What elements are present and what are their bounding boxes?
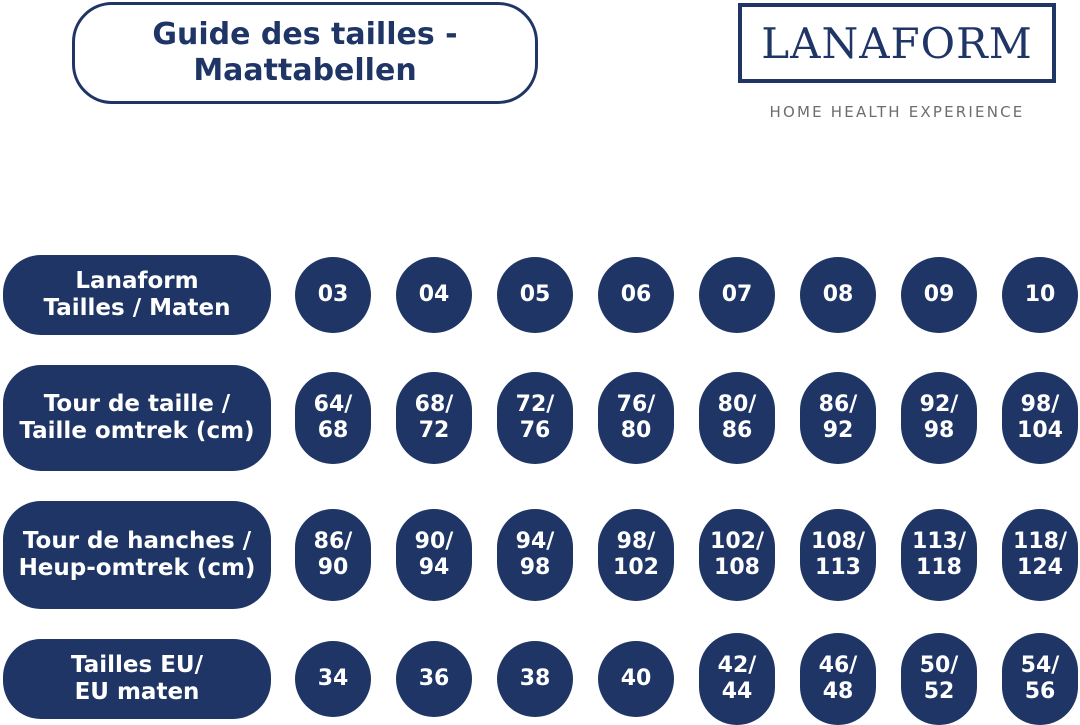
size-cell — [295, 372, 371, 464]
size-cell-value: 36 — [418, 666, 450, 691]
row-label — [3, 501, 271, 609]
size-cell-value-line2: 80 — [620, 418, 652, 443]
lanaform-logo — [738, 3, 1056, 83]
size-cell — [598, 641, 674, 717]
row-label — [3, 365, 271, 471]
size-cell — [699, 633, 775, 725]
page-title-box — [72, 2, 538, 104]
size-cell — [699, 257, 775, 333]
size-cell-value-line2: 113 — [815, 555, 861, 580]
size-cell — [295, 641, 371, 717]
size-cell — [800, 372, 876, 464]
size-cell-value: 50/ — [919, 653, 959, 678]
size-cell-value: 08 — [822, 282, 854, 307]
size-cell-value: 54/ — [1020, 653, 1060, 678]
row-label-line2: Tailles / Maten — [43, 295, 231, 321]
page-title-line1: Guide des tailles - — [152, 17, 458, 52]
logo-wordmark: LANAFORM — [761, 18, 1033, 68]
row-label-line1: Tailles EU/ — [71, 652, 203, 678]
size-cell — [800, 633, 876, 725]
logo-tagline: HOME HEALTH EXPERIENCE — [769, 103, 1025, 121]
size-cell-value: 06 — [620, 282, 652, 307]
size-cell-value-line2: 44 — [721, 679, 753, 704]
size-cell — [901, 509, 977, 601]
row-label-line1: Tour de taille / — [43, 391, 231, 417]
row-label-line1: Lanaform — [75, 268, 199, 294]
size-cell-value: 113/ — [912, 529, 966, 554]
size-cell-value-line2: 52 — [923, 679, 955, 704]
size-cell — [396, 641, 472, 717]
size-cell-value: 04 — [418, 282, 450, 307]
size-cell — [396, 372, 472, 464]
size-cell — [699, 372, 775, 464]
size-cell-value: 68/ — [414, 392, 454, 417]
size-cell-value: 40 — [620, 666, 652, 691]
size-cell — [800, 509, 876, 601]
size-cell-value: 72/ — [515, 392, 555, 417]
size-cell-value-line2: 56 — [1024, 679, 1056, 704]
row-label-line1: Tour de hanches / — [22, 528, 252, 554]
size-cell-value-line2: 104 — [1017, 418, 1063, 443]
size-cell-value-line2: 86 — [721, 418, 753, 443]
size-cell — [497, 641, 573, 717]
size-cell-value-line2: 102 — [613, 555, 659, 580]
size-cell — [901, 257, 977, 333]
size-cell-value-line2: 90 — [317, 555, 349, 580]
size-cell-value: 92/ — [919, 392, 959, 417]
row-label-line2: Taille omtrek (cm) — [19, 418, 255, 444]
size-cell-value: 108/ — [811, 529, 865, 554]
size-cell-value: 98/ — [1020, 392, 1060, 417]
size-cell-value: 94/ — [515, 529, 555, 554]
size-cell — [295, 509, 371, 601]
size-cell-value: 80/ — [717, 392, 757, 417]
size-cell-value-line2: 68 — [317, 418, 349, 443]
size-cell-value: 07 — [721, 282, 753, 307]
size-cell-value: 90/ — [414, 529, 454, 554]
size-cell — [800, 257, 876, 333]
page-title-line2: Maattabellen — [193, 53, 417, 88]
size-cell-value: 86/ — [818, 392, 858, 417]
size-cell — [1002, 509, 1078, 601]
row-label — [3, 639, 271, 719]
size-cell — [598, 257, 674, 333]
size-cell-value-line2: 98 — [519, 555, 551, 580]
size-cell-value: 42/ — [717, 653, 757, 678]
size-cell-value-line2: 118 — [916, 555, 962, 580]
row-label-line2: EU maten — [74, 679, 200, 705]
size-cell — [699, 509, 775, 601]
size-cell-value-line2: 72 — [418, 418, 450, 443]
size-cell — [1002, 257, 1078, 333]
size-cell — [396, 509, 472, 601]
size-cell-value: 118/ — [1013, 529, 1067, 554]
size-cell-value-line2: 76 — [519, 418, 551, 443]
size-cell-value: 98/ — [616, 529, 656, 554]
size-cell-value-line2: 48 — [822, 679, 854, 704]
size-cell — [295, 257, 371, 333]
size-cell-value: 46/ — [818, 653, 858, 678]
size-cell — [1002, 633, 1078, 725]
size-cell-value-line2: 98 — [923, 418, 955, 443]
size-cell-value-line2: 108 — [714, 555, 760, 580]
size-cell — [497, 257, 573, 333]
size-cell-value: 03 — [317, 282, 349, 307]
size-cell — [497, 509, 573, 601]
size-cell-value: 05 — [519, 282, 551, 307]
size-cell-value: 10 — [1024, 282, 1056, 307]
size-cell — [1002, 372, 1078, 464]
size-cell-value-line2: 94 — [418, 555, 450, 580]
size-cell-value: 86/ — [313, 529, 353, 554]
size-cell — [497, 372, 573, 464]
size-cell — [901, 372, 977, 464]
size-cell — [396, 257, 472, 333]
size-cell-value: 102/ — [710, 529, 764, 554]
size-cell-value-line2: 124 — [1017, 555, 1063, 580]
size-cell — [598, 372, 674, 464]
size-cell-value: 38 — [519, 666, 551, 691]
size-cell — [901, 633, 977, 725]
size-cell-value: 76/ — [616, 392, 656, 417]
size-cell-value: 64/ — [313, 392, 353, 417]
size-cell-value: 09 — [923, 282, 955, 307]
size-cell-value-line2: 92 — [822, 418, 854, 443]
size-cell — [598, 509, 674, 601]
size-cell-value: 34 — [317, 666, 349, 691]
row-label-line2: Heup-omtrek (cm) — [18, 555, 256, 581]
row-label — [3, 255, 271, 335]
